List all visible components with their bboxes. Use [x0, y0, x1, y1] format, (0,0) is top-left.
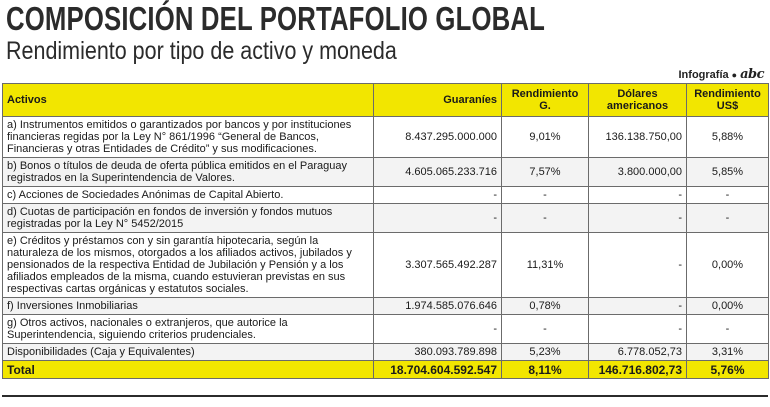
guaranies-cell: -: [374, 204, 502, 233]
total-row: [3, 361, 769, 379]
table-header-row: [3, 84, 769, 117]
activo-cell: f) Inversiones Inmobiliarias: [3, 298, 374, 315]
page-title: COMPOSICIÓN DEL PORTAFOLIO GLOBAL: [6, 0, 546, 37]
guaranies-cell: 380.093.789.898: [374, 344, 502, 361]
guaranies-cell: 3.307.565.492.287: [374, 233, 502, 298]
rend-usd-cell: -: [687, 204, 769, 233]
total-guaranies: 18.704.604.592.547: [374, 361, 502, 379]
rend-g-header-line1: Rendimiento: [511, 88, 579, 100]
guaranies-cell: 4.605.065.233.716: [374, 158, 502, 187]
total-dolares: 146.716.802,73: [589, 361, 687, 379]
table-row: [3, 233, 769, 298]
table-row: [3, 158, 769, 187]
table-row: [3, 315, 769, 344]
column-header-guaranies: Guaraníes: [374, 84, 502, 117]
rend-g-header-line2: G.: [539, 100, 551, 112]
column-header-rendimiento-g: [502, 84, 589, 117]
rend-g-cell: -: [502, 315, 589, 344]
credit-label: Infografía: [678, 68, 729, 81]
activo-cell: g) Otros activos, nacionales o extranjeros, que autorice la Superintendencia, siguiendo criterios prudenciales.: [3, 315, 374, 344]
table-row: [3, 187, 769, 204]
activo-cell: c) Acciones de Sociedades Anónimas de Capital Abierto.: [3, 187, 374, 204]
column-header-dolares: [589, 84, 687, 117]
activo-cell: e) Créditos y préstamos con y sin garantía hipotecaria, según la naturaleza de los mismos, otorgados a los afiliados activos, jubilados y pensionados de la respectiva Entidad de Jubilación y Pensión y a los afiliados empleados de la misma, cuando estuvieran previstas en sus respectivas cartas orgánicas y estatutos sociales.: [3, 233, 374, 298]
guaranies-cell: 8.437.295.000.000: [374, 117, 502, 158]
dolares-header-line1: Dólares: [617, 88, 658, 100]
table-row: [3, 204, 769, 233]
dolares-cell: -: [589, 204, 687, 233]
dolares-cell: -: [589, 315, 687, 344]
rend-usd-header-line2: US$: [716, 100, 739, 112]
rend-g-cell: 11,31%: [502, 233, 589, 298]
table-row: [3, 344, 769, 361]
rend-usd-cell: -: [687, 187, 769, 204]
rend-g-cell: -: [502, 187, 589, 204]
rend-usd-cell: 0,00%: [687, 298, 769, 315]
table-row: [3, 298, 769, 315]
rend-g-cell: 0,78%: [502, 298, 589, 315]
activo-cell: d) Cuotas de participación en fondos de inversión y fondos mutuos registradas por la Ley N° 5452/2015: [3, 204, 374, 233]
dolares-cell: 136.138.750,00: [589, 117, 687, 158]
activo-cell: Disponibilidades (Caja y Equivalentes): [3, 344, 374, 361]
page-subtitle: Rendimiento por tipo de activo y moneda: [6, 37, 397, 65]
source-credit: [679, 67, 765, 82]
rend-usd-cell: -: [687, 315, 769, 344]
rend-usd-cell: 3,31%: [687, 344, 769, 361]
rend-usd-cell: 0,00%: [687, 233, 769, 298]
dolares-cell: -: [589, 187, 687, 204]
rend-g-cell: 7,57%: [502, 158, 589, 187]
guaranies-cell: -: [374, 315, 502, 344]
column-header-activos: Activos: [3, 84, 374, 117]
dolares-cell: 6.778.052,73: [589, 344, 687, 361]
rend-g-cell: -: [502, 204, 589, 233]
rend-usd-cell: 5,85%: [687, 158, 769, 187]
rend-g-cell: 5,23%: [502, 344, 589, 361]
portfolio-table: [2, 83, 769, 379]
dolares-cell: -: [589, 298, 687, 315]
dolares-header-line2: americanos: [606, 100, 669, 112]
bullet-icon: ●: [731, 69, 738, 80]
dolares-cell: 3.800.000,00: [589, 158, 687, 187]
guaranies-cell: -: [374, 187, 502, 204]
bottom-rule: [2, 395, 768, 397]
total-rend-usd: 5,76%: [687, 361, 769, 379]
activo-cell: a) Instrumentos emitidos o garantizados por bancos y por instituciones financieras regidas por la Ley N° 861/1996 “General de Bancos, Financieras y otras Entidades de Crédito” y sus modificaciones.: [3, 117, 374, 158]
guaranies-cell: 1.974.585.076.646: [374, 298, 502, 315]
rend-g-cell: 9,01%: [502, 117, 589, 158]
activo-cell: b) Bonos o títulos de deuda de oferta pública emitidos en el Paraguay registrados en la Superintendencia de Valores.: [3, 158, 374, 187]
rend-usd-cell: 5,88%: [687, 117, 769, 158]
total-rend-g: 8,11%: [502, 361, 589, 379]
total-label: Total: [3, 361, 374, 379]
column-header-rendimiento-usd: [687, 84, 769, 117]
table-row: [3, 117, 769, 158]
rend-usd-header-line1: Rendimiento: [694, 88, 761, 100]
abc-logo: abc: [740, 67, 764, 82]
dolares-cell: -: [589, 233, 687, 298]
